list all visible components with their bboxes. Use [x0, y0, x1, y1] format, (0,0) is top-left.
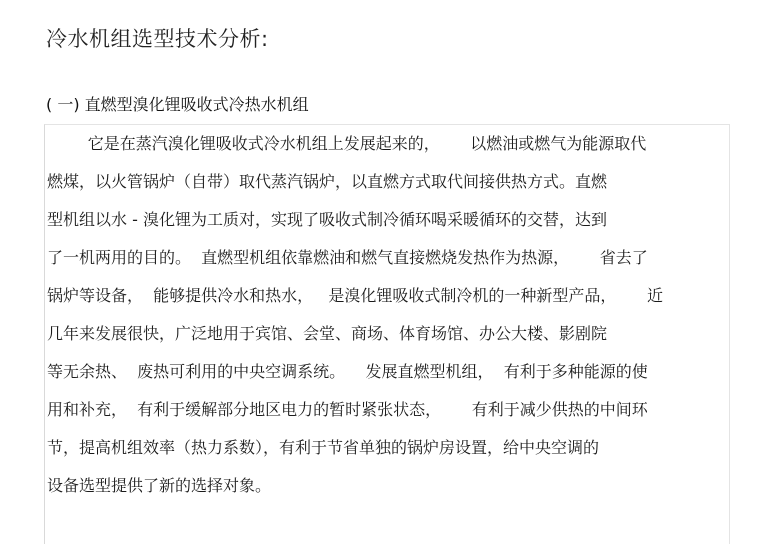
paragraph-line: 锅炉等设备， 能够提供冷水和热水， 是溴化锂吸收式制冷机的一种新型产品， 近: [47, 286, 663, 305]
paragraph-line: 设备选型提供了新的选择对象。: [47, 476, 272, 495]
document-title: 冷水机组选型技术分析:: [46, 27, 269, 51]
section-heading: ( 一) 直燃型溴化锂吸收式冷热水机组: [46, 95, 309, 114]
paragraph-line: 了一机两用的目的。 直燃型机组依靠燃油和燃气直接燃烧发热作为热源， 省去了: [47, 248, 648, 267]
paragraph-line: 几年来发展很快，广泛地用于宾馆、会堂、商场、体育场馆、办公大楼、影剧院: [47, 324, 608, 343]
paragraph-line: 节，提高机组效率（热力系数），有利于节省单独的锅炉房设置，给中央空调的: [47, 438, 600, 457]
paragraph-box: [44, 124, 730, 544]
paragraph-line: 型机组以水 - 溴化锂为工质对，实现了吸收式制冷循环喝采暖循环的交替，达到: [47, 210, 607, 229]
paragraph-line: 燃煤，以火管锅炉（自带）取代蒸汽锅炉，以直燃方式取代间接供热方式。直燃: [47, 172, 608, 191]
paragraph-line: 等无余热、 废热可利用的中央空调系统。 发展直燃型机组， 有利于多种能源的使: [47, 362, 648, 381]
paragraph-line: 用和补充， 有利于缓解部分地区电力的暂时紧张状态， 有利于减少供热的中间环: [47, 400, 648, 419]
paragraph-line: 它是在蒸汽溴化锂吸收式冷水机组上发展起来的， 以燃油或燃气为能源取代: [47, 134, 647, 153]
